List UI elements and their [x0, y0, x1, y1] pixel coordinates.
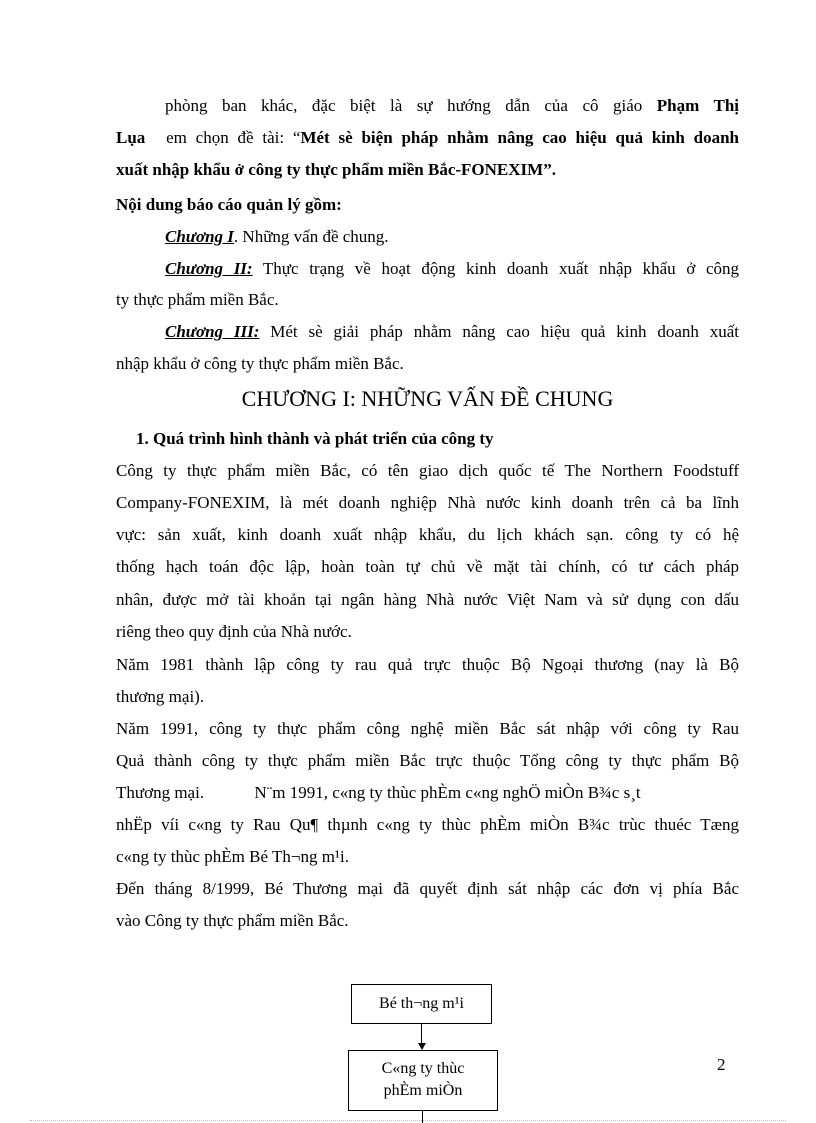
para1-line-1: Công ty thực phẩm miền Bắc, có tên giao dịch quốc tế The Northern Foodstuff [116, 461, 739, 480]
topic-intro: em chọn đề tài: “ [166, 128, 301, 147]
chapter-2-label: Chương II: [165, 259, 253, 278]
chapter-2-text: Thực trạng về hoạt động kinh doanh xuất nhập khẩu ở công [252, 259, 739, 278]
teacher-name-part2: Lụa [116, 128, 146, 147]
org-box-ministry [351, 984, 492, 1024]
section-title: 1. Quá trình hình thành và phát triển của công ty [136, 429, 494, 448]
org-box-company [348, 1050, 498, 1111]
para3-line-5: c«ng ty thùc phÈm Bé Th¬ng m¹i. [116, 847, 349, 866]
page-break-dotted-line [30, 1120, 786, 1121]
intro-line-3 [116, 160, 739, 180]
para4-line-1: Đến tháng 8/1999, Bé Thương mại đã quyết định sát nhập các đơn vị phía Bắc [116, 879, 739, 898]
chapter-2-line [165, 259, 739, 279]
para3-line-4: nhËp víi c«ng ty Rau Qu¶ thµnh c«ng ty thùc phÈm miÒn B¾c trùc thuéc Tæng [116, 815, 739, 834]
para3-line-3 [116, 783, 739, 803]
chapter-3-line [165, 322, 739, 342]
para1-line-6: riêng theo quy định của Nhà nước. [116, 622, 352, 641]
topic-end: ”. [543, 160, 556, 179]
para1-line-4: thống hạch toán độc lập, hoàn toàn tự chủ về mặt tài chính, có tư cách pháp [116, 557, 739, 576]
para1-line-2: Company-FONEXIM, là mét doanh nghiệp Nhà nước kinh doanh trên cả ba lĩnh [116, 493, 739, 512]
para2-line-1: Năm 1981 thành lập công ty rau quả trực thuộc Bộ Ngoại thương (nay là Bộ [116, 655, 739, 674]
para3-text-b: N¨m 1991, c«ng ty thùc phÈm c«ng nghÖ miÒn B¾c s¸t [254, 783, 641, 802]
para2-line-2: thương mại). [116, 687, 205, 706]
teacher-name-part1: Phạm Thị [656, 96, 739, 115]
chapter-title: CHƯƠNG I: NHỮNG VẤN ĐỀ CHUNG [241, 386, 614, 411]
chapter-3-text: Mét sè giải pháp nhằm nâng cao hiệu quả kinh doanh xuất [259, 322, 739, 341]
para3-text-a: Thương mại. [116, 783, 205, 802]
org-connector-1 [421, 1024, 422, 1044]
para1-line-3: vực: sản xuất, kinh doanh xuất nhập khẩu, du lịch khách sạn. công ty có hệ [116, 525, 739, 544]
content-heading: Nội dung báo cáo quản lý gồm: [116, 195, 342, 214]
chapter-2-cont: ty thực phẩm miền Bắc. [116, 290, 279, 309]
topic-title-2: xuất nhập khẩu ở công ty thực phẩm miền Bắc-FONEXIM [116, 160, 544, 179]
chapter-1-line [165, 227, 739, 247]
org-arrow-down-icon [418, 1043, 426, 1050]
para4-line-2: vào Công ty thực phẩm miền Bắc. [116, 911, 349, 930]
org-box-company-line-2: phÈm miÒn [383, 1082, 463, 1099]
chapter-3-cont: nhập khẩu ở công ty thực phẩm miền Bắc. [116, 354, 404, 373]
intro-text: phòng ban khác, đặc biệt là sự hướng dẫn của cô giáo [165, 96, 643, 115]
org-box-ministry-label: Bé th¬ng m¹i [379, 995, 464, 1012]
chapter-1-label: Chương I [165, 227, 234, 246]
page-number: 2 [717, 1055, 726, 1074]
chapter-1-text: . Những vấn đề chung. [233, 227, 389, 246]
para3-line-2: Quả thành công ty thực phẩm miền Bắc trực thuộc Tổng công ty thực phẩm Bộ [116, 751, 739, 770]
chapter-3-label: Chương III: [165, 322, 260, 341]
para1-line-5: nhân, được mở tài khoản tại ngân hàng Nhà nước Việt Nam và sử dụng con dấu [116, 590, 739, 609]
topic-title-1: Mét sè biện pháp nhằm nâng cao hiệu quả kinh doanh [300, 128, 740, 147]
intro-line-2 [116, 128, 739, 148]
org-connector-2 [422, 1111, 423, 1123]
para3-line-1: Năm 1991, công ty thực phẩm công nghệ miền Bắc sát nhập với công ty Rau [116, 719, 739, 738]
org-box-company-line-1: C«ng ty thùc [381, 1060, 465, 1077]
intro-line-1 [165, 96, 739, 116]
